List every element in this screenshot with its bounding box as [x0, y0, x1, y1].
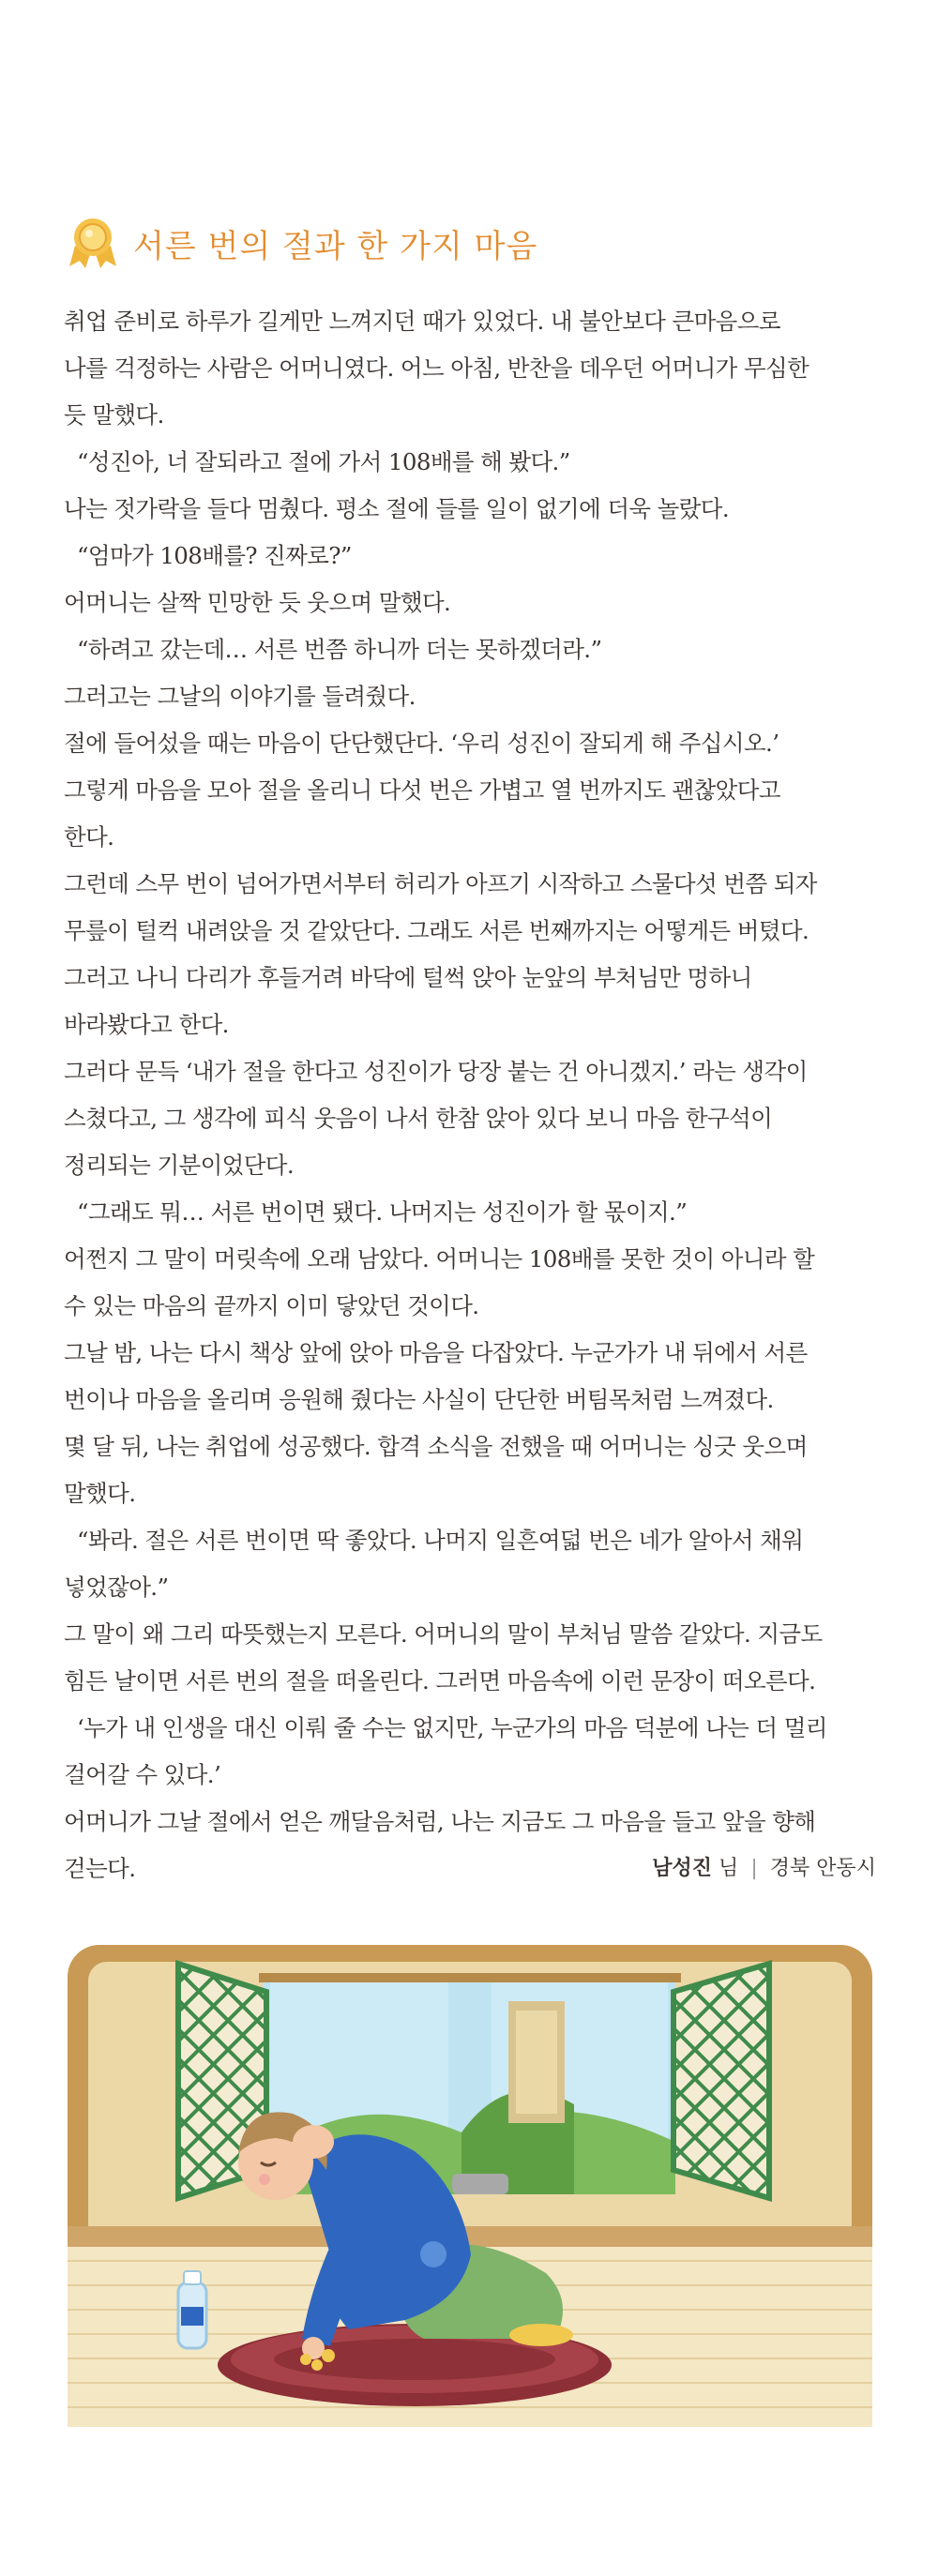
- paragraph-line: “봐라. 절은 서른 번이면 딱 좋았다. 나머지 일흔여덟 번은 네가 알아서 채워: [77, 1527, 804, 1554]
- paragraph-line: 한다.: [64, 823, 114, 851]
- paragraph-line: 그렇게 마음을 모아 절을 올리니 다섯 번은 가볍고 열 번까지도 괜찮았다고: [64, 776, 780, 804]
- page-title: 서른 번의 절과 한 가지 마음: [133, 227, 538, 265]
- article-body: [64, 298, 876, 1892]
- paragraph-line: 그러다 문득 ‘내가 절을 한다고 성진이가 당장 붙는 건 아니겠지.’ 라는 생각이: [64, 1058, 808, 1085]
- paragraph-line: 걷는다.: [64, 1855, 136, 1882]
- paragraph-line: 몇 달 뒤, 나는 취업에 성공했다. 합격 소식을 전했을 때 어머니는 싱긋 웃으며: [64, 1433, 808, 1460]
- paragraph-line: 그러고 나니 다리가 후들거려 바닥에 털썩 앉아 눈앞의 부처님만 멍하니: [64, 964, 752, 991]
- paragraph-line: 취업 준비로 하루가 길게만 느껴지던 때가 있었다. 내 불안보다 큰마음으로: [64, 308, 780, 335]
- paragraph-line: “하려고 갔는데… 서른 번쯤 하니까 더는 못하겠더라.”: [77, 636, 602, 663]
- author-honorific: 님: [719, 1857, 739, 1880]
- paragraph-line: 번이나 마음을 올리며 응원해 줬다는 사실이 단단한 버팀목처럼 느껴졌다.: [64, 1386, 774, 1413]
- paragraph-line: 바라봤다고 한다.: [64, 1011, 229, 1038]
- paragraph-line: “성진아, 너 잘되라고 절에 가서 108배를 해 봤다.”: [77, 448, 570, 475]
- paragraph-line: 그러고는 그날의 이야기를 들려줬다.: [64, 683, 416, 710]
- paragraph-line: 무릎이 털컥 내려앉을 것 같았단다. 그래도 서른 번째까지는 어떻게든 버텼다.: [64, 917, 809, 944]
- paragraph-line: 어머니가 그날 절에서 얻은 깨달음처럼, 나는 지금도 그 마음을 들고 앞을 향해: [64, 1808, 816, 1835]
- paragraph-line: ‘누가 내 인생을 대신 이뤄 줄 수는 없지만, 누군가의 마음 덕분에 나는 더 멀리: [77, 1714, 827, 1741]
- paragraph-line: 말했다.: [64, 1480, 136, 1507]
- paragraph-line: 정리되는 기분이었단다.: [64, 1152, 295, 1179]
- praying-woman-illustration: [68, 1945, 872, 2427]
- section-heading: [64, 214, 537, 272]
- paragraph-line: 힘든 날이면 서른 번의 절을 떠올린다. 그러면 마음속에 이런 문장이 떠오른다.: [64, 1667, 816, 1695]
- paragraph-line: 넣었잖아.”: [64, 1574, 169, 1601]
- author-name: 남성진: [652, 1857, 713, 1880]
- paragraph-line: 수 있는 마음의 끝까지 이미 닿았던 것이다.: [64, 1292, 479, 1319]
- paragraph-line: 어쩐지 그 말이 머릿속에 오래 남았다. 어머니는 108배를 못한 것이 아니라 할: [64, 1245, 815, 1273]
- paragraph-line: 어머니는 살짝 민망한 듯 웃으며 말했다.: [64, 589, 451, 616]
- paragraph-line: 절에 들어섰을 때는 마음이 단단했단다. ‘우리 성진이 잘되게 해 주십시오.’: [64, 730, 779, 757]
- paragraph-line: “그래도 뭐… 서른 번이면 됐다. 나머지는 성진이가 할 몫이지.”: [77, 1198, 688, 1226]
- paragraph-line: 나를 걱정하는 사람은 어머니였다. 어느 아침, 반찬을 데우던 어머니가 무심한: [64, 354, 809, 382]
- paragraph-line: 나는 젓가락을 들다 멈췄다. 평소 절에 들를 일이 없기에 더욱 놀랐다.: [64, 495, 730, 522]
- paragraph-line: “엄마가 108배를? 진짜로?”: [77, 542, 352, 569]
- paragraph-line: 듯 말했다.: [64, 401, 164, 429]
- author-location: 경북 안동시: [769, 1857, 876, 1880]
- author-credit: [652, 1852, 876, 1881]
- paragraph-line: 그런데 스무 번이 넘어가면서부터 허리가 아프기 시작하고 스물다섯 번쯤 되자: [64, 870, 817, 897]
- paragraph-line: 걸어갈 수 있다.’: [64, 1761, 221, 1788]
- author-separator: |: [750, 1857, 758, 1880]
- paragraph-line: 그날 밤, 나는 다시 책상 앞에 앉아 마음을 다잡았다. 누군가가 내 뒤에서 서른: [64, 1339, 808, 1366]
- medal-icon: [64, 214, 122, 272]
- paragraph-line: 스쳤다고, 그 생각에 피식 웃음이 나서 한참 앉아 있다 보니 마음 한구석이: [64, 1105, 773, 1132]
- paragraph-line: 그 말이 왜 그리 따뜻했는지 모른다. 어머니의 말이 부처님 말씀 같았다. 지금도: [64, 1620, 823, 1648]
